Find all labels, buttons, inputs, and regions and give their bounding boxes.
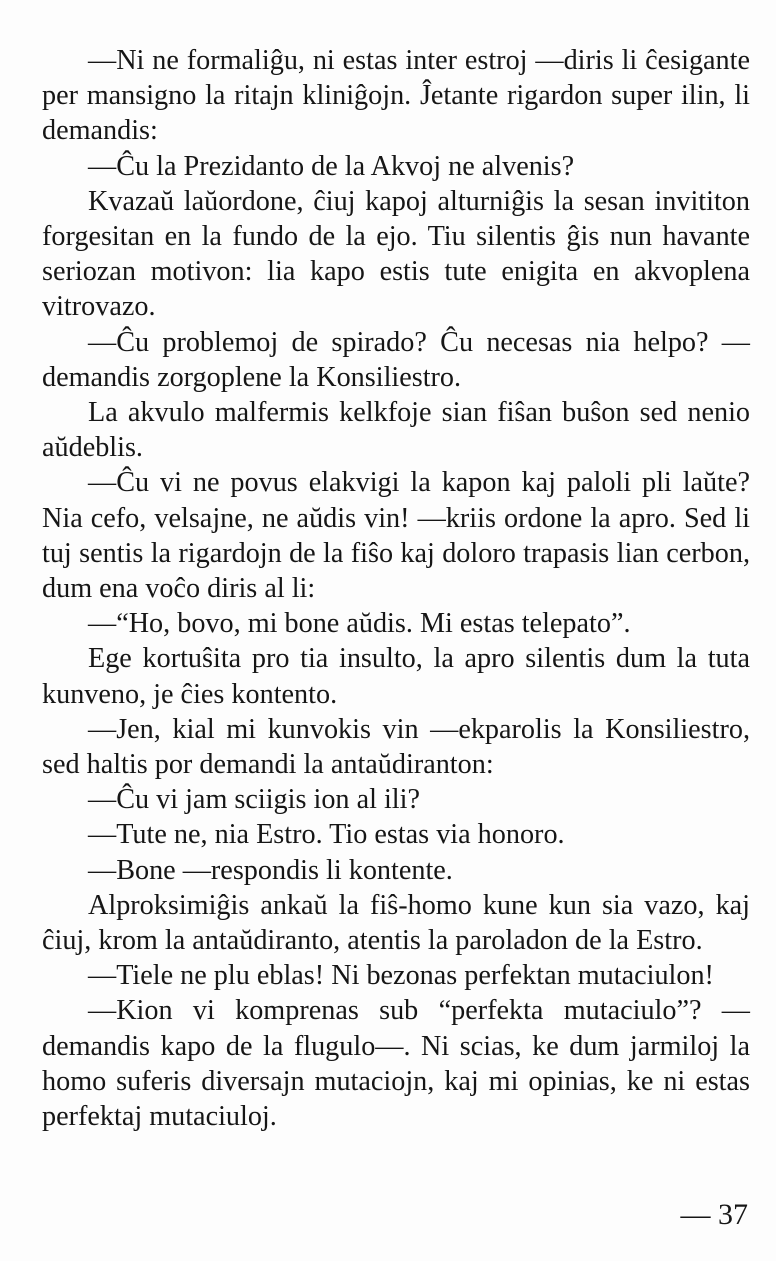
body-text bbox=[42, 43, 750, 1134]
paragraph-8: Ege kortuŝita pro tia insulto, la apro silentis dum la tuta kunveno, je ĉies kontento. bbox=[42, 643, 750, 710]
paragraph-13: Alproksimiĝis ankaŭ la fiŝ-homo kune kun sia vazo, kaj ĉiuj, krom la antaŭdiranto, atentis la paroladon de la Estro. bbox=[42, 889, 750, 957]
paragraph-2: —Ĉu la Prezidanto de la Akvoj ne alvenis? bbox=[88, 150, 575, 182]
paragraph-5: La akvulo malfermis kelkfoje sian fiŝan buŝon sed nenio aŭdeblis. bbox=[42, 397, 750, 464]
paragraph-10: —Ĉu vi jam sciigis ion al ili? bbox=[88, 784, 420, 816]
paragraph-11: —Tute ne, nia Estro. Tio estas via honoro. bbox=[88, 819, 565, 851]
paragraph-12: —Bone —respondis li kontente. bbox=[88, 854, 453, 886]
paragraph-9: —Jen, kial mi kunvokis vin —ekparolis la Konsiliestro, sed haltis por demandi la antaŭdiranton: bbox=[42, 713, 750, 781]
paragraph-15: —Kion vi komprenas sub “perfekta mutaciulo”? —demandis kapo de la flugulo—. Ni scias, ke dum jarmiloj la homo suferis diversajn mutaciojn, kaj mi opinias, ke ni estas perfektaj mutaciuloj. bbox=[42, 995, 750, 1133]
page-number: — 37 bbox=[680, 1198, 748, 1231]
paragraph-6: —Ĉu vi ne povus elakvigi la kapon kaj paloli pli laŭte? Nia cefo, velsajne, ne aŭdis vin! —kriis ordone la apro. Sed li tuj sentis la rigardojn de la fiŝo kaj doloro trapasis lian cerbon, dum ena voĉo diris al li: bbox=[42, 467, 750, 605]
paragraph-3: Kvazaŭ laŭordone, ĉiuj kapoj alturniĝis la sesan invititon forgesitan en la fundo de la ejo. Tiu silentis ĝis nun havante seriozan motivon: lia kapo estis tute enigita en akvoplena vitrovazo. bbox=[42, 185, 750, 323]
paragraph-7: —“Ho, bovo, mi bone aŭdis. Mi estas telepato”. bbox=[88, 608, 631, 640]
paragraph-4: —Ĉu problemoj de spirado? Ĉu necesas nia helpo? —demandis zorgoplene la Konsiliestro. bbox=[42, 326, 750, 393]
paragraph-14: —Tiele ne plu eblas! Ni bezonas perfektan mutaciulon! bbox=[88, 960, 714, 992]
paragraph-1: —Ni ne formaliĝu, ni estas inter estroj —diris li ĉesigante per mansigno la ritajn kliniĝojn. Ĵetante rigardon super ilin, li demandis: bbox=[42, 45, 750, 147]
